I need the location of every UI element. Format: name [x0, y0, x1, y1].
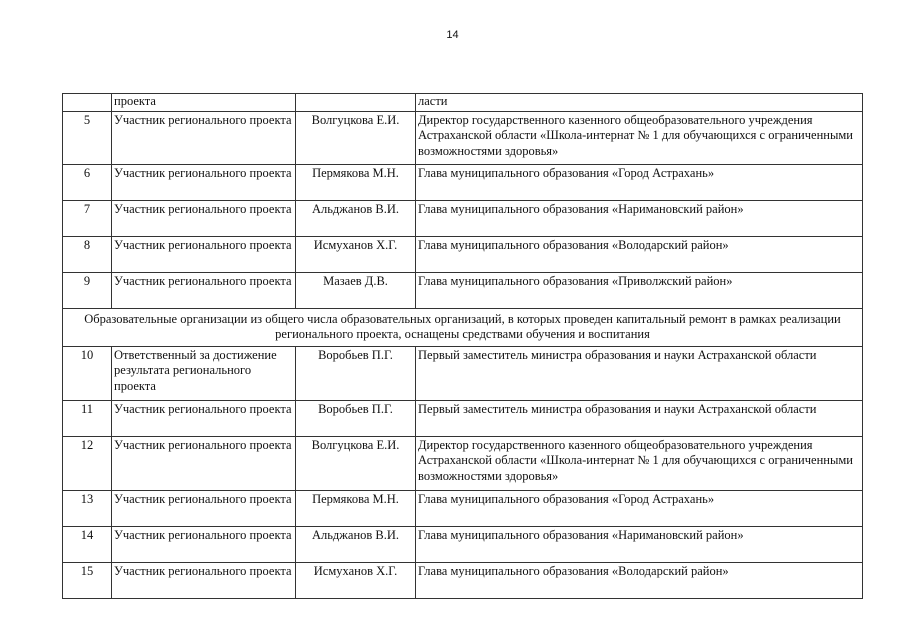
table-row — [63, 200, 863, 236]
row-position: Директор государственного казенного общеобразовательного учреждения Астраханской области «Школа-интернат № 1 для обучающихся с ограниченными возможностями здоровья» — [416, 111, 863, 164]
row-position: Глава муниципального образования «Наримановский район» — [416, 526, 863, 562]
row-position: Первый заместитель министра образования и науки Астраханской области — [416, 346, 863, 400]
row-position: Глава муниципального образования «Город Астрахань» — [416, 164, 863, 200]
row-name: Волгуцкова Е.И. — [296, 436, 416, 490]
table-row — [63, 526, 863, 562]
table-row — [63, 400, 863, 436]
row-role: Участник регионального проекта — [112, 111, 296, 164]
row-number: 11 — [63, 400, 112, 436]
row-role: Участник регионального проекта — [112, 200, 296, 236]
table-row — [63, 562, 863, 598]
row-position: Глава муниципального образования «Володарский район» — [416, 236, 863, 272]
table-body-bottom — [63, 346, 863, 598]
row-role: Участник регионального проекта — [112, 562, 296, 598]
row-name: Исмуханов Х.Г. — [296, 236, 416, 272]
table-body-section — [63, 308, 863, 346]
section-header: Образовательные организации из общего числа образовательных организаций, в которых проведен капитальный ремонт в рамках реализации регионального проекта, оснащены средствами обучения и воспитания — [63, 308, 863, 346]
section-header-row — [63, 308, 863, 346]
row-number: 9 — [63, 272, 112, 308]
row-position: Директор государственного казенного общеобразовательного учреждения Астраханской области «Школа-интернат № 1 для обучающихся с ограниченными возможностями здоровья» — [416, 436, 863, 490]
row-position: ласти — [416, 94, 863, 112]
table-body-top — [63, 94, 863, 309]
row-name: Воробьев П.Г. — [296, 400, 416, 436]
table-row — [63, 490, 863, 526]
row-position: Глава муниципального образования «Володарский район» — [416, 562, 863, 598]
row-name: Пермякова М.Н. — [296, 164, 416, 200]
row-number: 6 — [63, 164, 112, 200]
row-name: Волгуцкова Е.И. — [296, 111, 416, 164]
row-role: Участник регионального проекта — [112, 436, 296, 490]
table-row — [63, 236, 863, 272]
row-name: Исмуханов Х.Г. — [296, 562, 416, 598]
page-number: 14 — [446, 29, 459, 41]
row-number: 7 — [63, 200, 112, 236]
row-number: 15 — [63, 562, 112, 598]
row-name: Пермякова М.Н. — [296, 490, 416, 526]
table-row — [63, 94, 863, 112]
row-role: Участник регионального проекта — [112, 272, 296, 308]
row-name: Альджанов В.И. — [296, 526, 416, 562]
row-role: Участник регионального проекта — [112, 490, 296, 526]
row-name: Мазаев Д.В. — [296, 272, 416, 308]
row-position: Глава муниципального образования «Город Астрахань» — [416, 490, 863, 526]
row-role: Участник регионального проекта — [112, 164, 296, 200]
row-position: Глава муниципального образования «Приволжский район» — [416, 272, 863, 308]
row-role: Участник регионального проекта — [112, 400, 296, 436]
row-position: Первый заместитель министра образования и науки Астраханской области — [416, 400, 863, 436]
row-role: Участник регионального проекта — [112, 236, 296, 272]
row-name: Альджанов В.И. — [296, 200, 416, 236]
row-role: Участник регионального проекта — [112, 526, 296, 562]
table-row — [63, 272, 863, 308]
row-role: проекта — [112, 94, 296, 112]
row-name: Воробьев П.Г. — [296, 346, 416, 400]
row-number: 13 — [63, 490, 112, 526]
row-role: Ответственный за достижение результата регионального проекта — [112, 346, 296, 400]
row-number: 12 — [63, 436, 112, 490]
table-row — [63, 164, 863, 200]
row-name — [296, 94, 416, 112]
row-number: 14 — [63, 526, 112, 562]
participants-table — [62, 93, 863, 599]
row-number — [63, 94, 112, 112]
row-number: 5 — [63, 111, 112, 164]
row-number: 10 — [63, 346, 112, 400]
table-row — [63, 346, 863, 400]
table-row — [63, 436, 863, 490]
row-number: 8 — [63, 236, 112, 272]
table-row — [63, 111, 863, 164]
row-position: Глава муниципального образования «Наримановский район» — [416, 200, 863, 236]
